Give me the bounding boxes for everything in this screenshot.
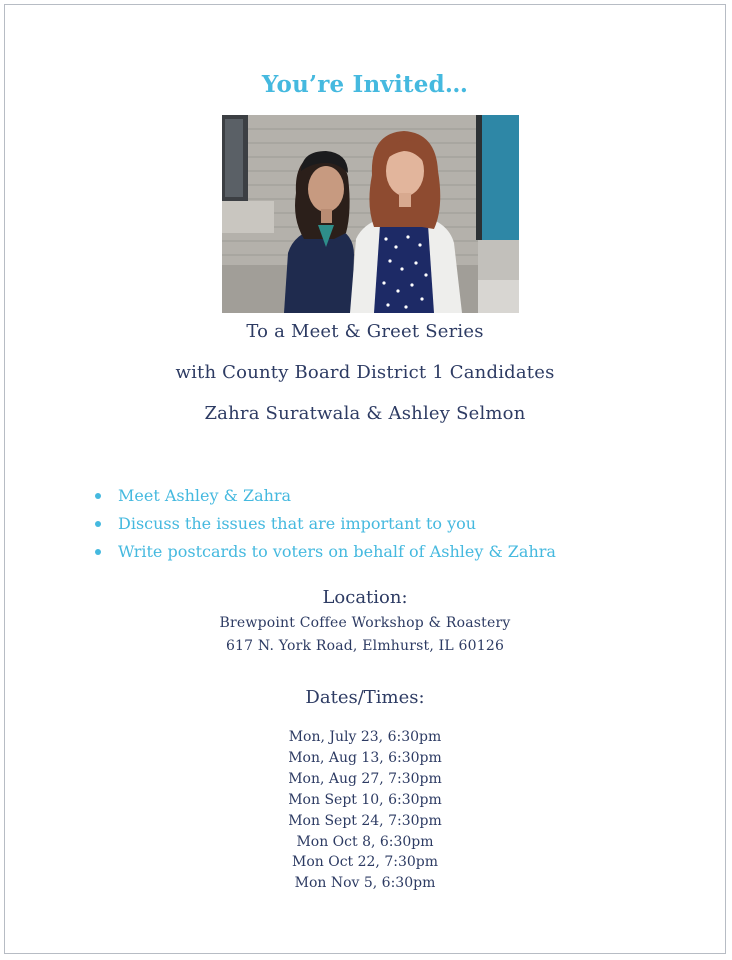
list-item: Mon Sept 10, 6:30pm — [288, 791, 442, 808]
activity-list — [93, 482, 556, 566]
event-title-line2: with County Board District 1 Candidates — [175, 362, 555, 383]
candidates-photo — [222, 115, 519, 313]
list-item: Write postcards to voters on behalf of Ashley & Zahra — [93, 538, 556, 566]
list-item: Meet Ashley & Zahra — [93, 482, 556, 510]
list-item: Mon, Aug 13, 6:30pm — [288, 749, 442, 766]
location-heading: Location: — [322, 587, 408, 608]
invitation-headline: You’re Invited… — [261, 71, 469, 98]
list-item: Mon Sept 24, 7:30pm — [288, 812, 442, 829]
venue-address: 617 N. York Road, Elmhurst, IL 60126 — [225, 638, 505, 654]
candidate-names: Zahra Suratwala & Ashley Selmon — [204, 403, 526, 424]
list-item: Discuss the issues that are important to you — [93, 510, 556, 538]
list-item: Mon Oct 8, 6:30pm — [296, 833, 434, 850]
venue-name: Brewpoint Coffee Workshop & Roastery — [219, 615, 511, 631]
invitation-flyer — [4, 4, 726, 954]
list-item: Mon Oct 22, 7:30pm — [291, 854, 438, 871]
list-item: Mon, Aug 27, 7:30pm — [288, 770, 442, 787]
event-title-line1: To a Meet & Greet Series — [246, 321, 484, 342]
dates-list — [5, 727, 725, 894]
candidates-photo-illustration — [222, 115, 519, 313]
dates-heading: Dates/Times: — [305, 687, 425, 708]
list-item: Mon, July 23, 6:30pm — [288, 729, 442, 745]
list-item: Mon Nov 5, 6:30pm — [294, 875, 436, 892]
